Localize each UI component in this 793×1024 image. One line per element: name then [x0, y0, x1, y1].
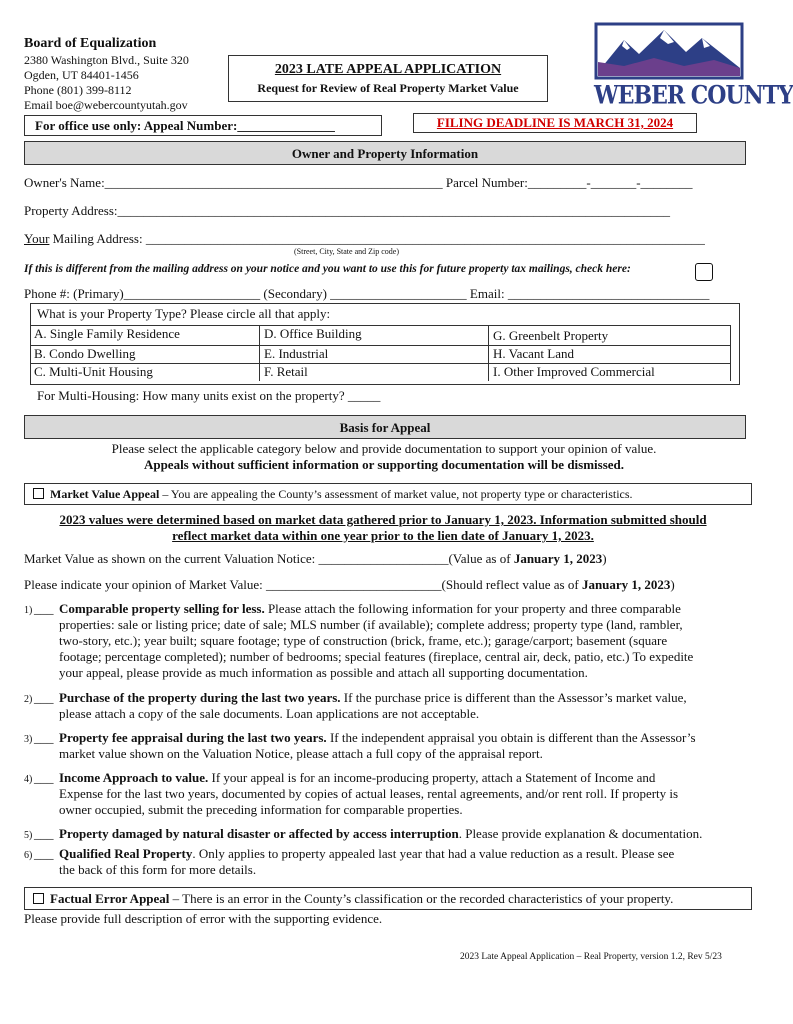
org-address	[24, 53, 189, 113]
appeal-item-6[interactable]	[24, 846, 750, 878]
appeal-item-5[interactable]	[24, 826, 750, 842]
item-text: properties: sale or listing price; date of sale; MLS number (if available); complete address; property type (land, rambler,	[59, 617, 683, 632]
values-note-line-1: 2023 values were determined based on market data gathered prior to January 1, 2023. Information submitted should	[59, 512, 707, 527]
phone-email-fields[interactable]: Phone #: (Primary)_____________________ (Secondary) _____________________ Email: _______________________________	[24, 286, 710, 301]
type-option-b[interactable]: B. Condo Dwelling	[30, 346, 260, 364]
item-number: 4)	[24, 774, 33, 785]
appeal-item-3[interactable]	[24, 730, 750, 762]
item-text: . Only applies to property appealed last year that had a value reduction as a result. Please see	[192, 846, 675, 861]
item-blank[interactable]: ___	[34, 846, 54, 861]
your-emphasis: Your	[24, 231, 50, 246]
type-option-i[interactable]: I. Other Improved Commercial	[489, 364, 731, 382]
factual-error-appeal-text: – There is an error in the County’s classification or the recorded characteristics of your property.	[169, 891, 674, 906]
factual-error-appeal-box[interactable]	[24, 887, 752, 910]
mailing-address-text: Mailing Address: ______________________________________________________________________________________	[49, 231, 705, 246]
item-number: 2)	[24, 694, 33, 705]
factual-error-appeal-checkbox[interactable]	[33, 893, 44, 904]
opinion-value-field[interactable]	[24, 577, 675, 593]
form-title-box	[228, 55, 548, 102]
factual-error-note: Please provide full description of error with the supporting evidence.	[24, 911, 383, 926]
item-number: 3)	[24, 734, 33, 745]
type-option-e[interactable]: E. Industrial	[260, 346, 489, 364]
item-blank[interactable]: ___	[34, 770, 54, 785]
item-text: two-story, etc.); year built; square footage; type of construction (brick, frame, etc.); garage/carport; basement (square	[59, 633, 668, 648]
item-title: Property fee appraisal during the last two years.	[59, 730, 327, 745]
owner-name-field[interactable]: Owner's Name:____________________________________________________ Parcel Number:_________-_______-________	[24, 175, 693, 190]
item-title: Property damaged by natural disaster or affected by access interruption	[59, 826, 459, 841]
type-option-a[interactable]: A. Single Family Residence	[30, 326, 260, 346]
item-text: If the independent appraisal you obtain is different than the Assessor’s	[326, 730, 696, 745]
values-note-line-2: reflect market data within one year prior to the lien date of January 1, 2023.	[172, 528, 594, 543]
appeal-item-1[interactable]	[24, 601, 750, 681]
market-value-appeal-box[interactable]	[24, 483, 752, 505]
type-option-d[interactable]: D. Office Building	[260, 326, 489, 346]
item-text: your appeal, please provide as much information as possible and attach all supporting documentation.	[59, 665, 588, 680]
filing-deadline: FILING DEADLINE IS MARCH 31, 2024	[413, 113, 697, 133]
item-text: If the purchase price is different than the Assessor’s market value,	[340, 690, 687, 705]
appeal-item-2[interactable]	[24, 690, 750, 722]
future-mailing-checkbox[interactable]	[695, 263, 713, 281]
item-text: If your appeal is for an income-producing property, attach a Statement of Income and	[208, 770, 656, 785]
item-title: Comparable property selling for less.	[59, 601, 265, 616]
property-type-grid	[30, 325, 731, 381]
item-text: Expense for the last two years, documented by copies of actual leases, rental agreements, and/or rent roll. If property is	[59, 786, 679, 801]
mailing-address-hint: (Street, City, State and Zip code)	[294, 247, 400, 256]
appeal-items	[24, 601, 750, 878]
mountain-logo-icon	[594, 22, 744, 80]
type-option-f[interactable]: F. Retail	[260, 364, 489, 382]
basis-intro: Please select the applicable category below and provide documentation to support your opinion of value.	[111, 441, 657, 456]
property-address-field[interactable]: Property Address:_____________________________________________________________________________________	[24, 203, 671, 218]
basis-warning: Appeals without sufficient information or supporting documentation will be dismissed.	[143, 457, 625, 472]
item-blank[interactable]: ___	[34, 690, 54, 705]
org-name: Board of Equalization	[24, 36, 157, 51]
multi-housing-question[interactable]: For Multi-Housing: How many units exist on the property? _____	[37, 388, 381, 403]
valuation-notice-text: Market Value as shown on the current Valuation Notice: ____________________(Value as of	[24, 551, 514, 566]
address-line-1: 2380 Washington Blvd., Suite 320	[24, 53, 189, 67]
org-phone: Phone (801) 399-8112	[24, 83, 132, 97]
values-note	[24, 512, 742, 544]
owner-section-header: Owner and Property Information	[24, 141, 746, 165]
type-option-h[interactable]: H. Vacant Land	[489, 346, 731, 364]
market-value-appeal-checkbox[interactable]	[33, 488, 44, 499]
address-line-2: Ogden, UT 84401-1456	[24, 68, 139, 82]
market-value-appeal-text: – You are appealing the County’s assessment of market value, not property type or characteristics.	[159, 487, 633, 501]
org-email: Email boe@webercountyutah.gov	[24, 98, 188, 112]
item-blank[interactable]: ___	[34, 601, 54, 616]
valuation-notice-field[interactable]	[24, 551, 607, 567]
office-use-box: For office use only: Appeal Number:_______________	[24, 115, 382, 136]
valuation-notice-close: )	[602, 551, 607, 566]
market-value-appeal-label: Market Value Appeal	[50, 487, 160, 501]
item-blank[interactable]: ___	[34, 730, 54, 745]
item-text: Please attach the following information for your property and three comparable	[264, 601, 681, 616]
item-title: Purchase of the property during the last two years.	[59, 690, 341, 705]
item-text: the back of this form for more details.	[59, 862, 257, 877]
item-text: owner occupied, submit the preceding information for comparable properties.	[59, 802, 463, 817]
opinion-value-date: January 1, 2023	[581, 577, 671, 592]
factual-error-appeal-label: Factual Error Appeal	[50, 891, 170, 906]
item-text: . Please provide explanation & documentation.	[458, 826, 703, 841]
mailing-address-field[interactable]	[24, 231, 705, 247]
item-number: 6)	[24, 850, 33, 861]
weber-county-logo	[594, 22, 793, 111]
basis-section-header: Basis for Appeal	[24, 415, 746, 439]
logo-text: WEBER COUNTY	[594, 80, 793, 111]
item-text: footage; percentage completed); number of bedrooms; special features (fireplace, central air, deck, patio, etc.) To expedite	[59, 649, 694, 664]
item-title: Qualified Real Property	[59, 846, 193, 861]
opinion-value-close: )	[670, 577, 675, 592]
item-title: Income Approach to value.	[59, 770, 209, 785]
item-text: market value shown on the Valuation Notice, please attach a full copy of the appraisal report.	[59, 746, 543, 761]
property-type-question: What is your Property Type? Please circle all that apply:	[37, 306, 331, 321]
item-number: 5)	[24, 830, 33, 841]
item-number: 1)	[24, 605, 33, 616]
version-footer: 2023 Late Appeal Application – Real Property, version 1.2, Rev 5/23	[460, 952, 722, 962]
valuation-notice-date: January 1, 2023	[513, 551, 603, 566]
form-title: 2023 LATE APPEAL APPLICATION	[274, 62, 502, 77]
item-blank[interactable]: ___	[34, 826, 54, 841]
item-text: please attach a copy of the sale documents. Loan applications are not acceptable.	[59, 706, 480, 721]
opinion-value-text: Please indicate your opinion of Market Value: ___________________________(Should reflect value as of	[24, 577, 582, 592]
type-option-c[interactable]: C. Multi-Unit Housing	[30, 364, 260, 382]
future-mailing-note: If this is different from the mailing address on your notice and you want to use this for future property tax mailings, check here:	[24, 263, 631, 275]
appeal-item-4[interactable]	[24, 770, 750, 818]
type-option-g[interactable]: G. Greenbelt Property	[489, 326, 731, 346]
form-subtitle: Request for Review of Real Property Market Value	[257, 81, 519, 95]
